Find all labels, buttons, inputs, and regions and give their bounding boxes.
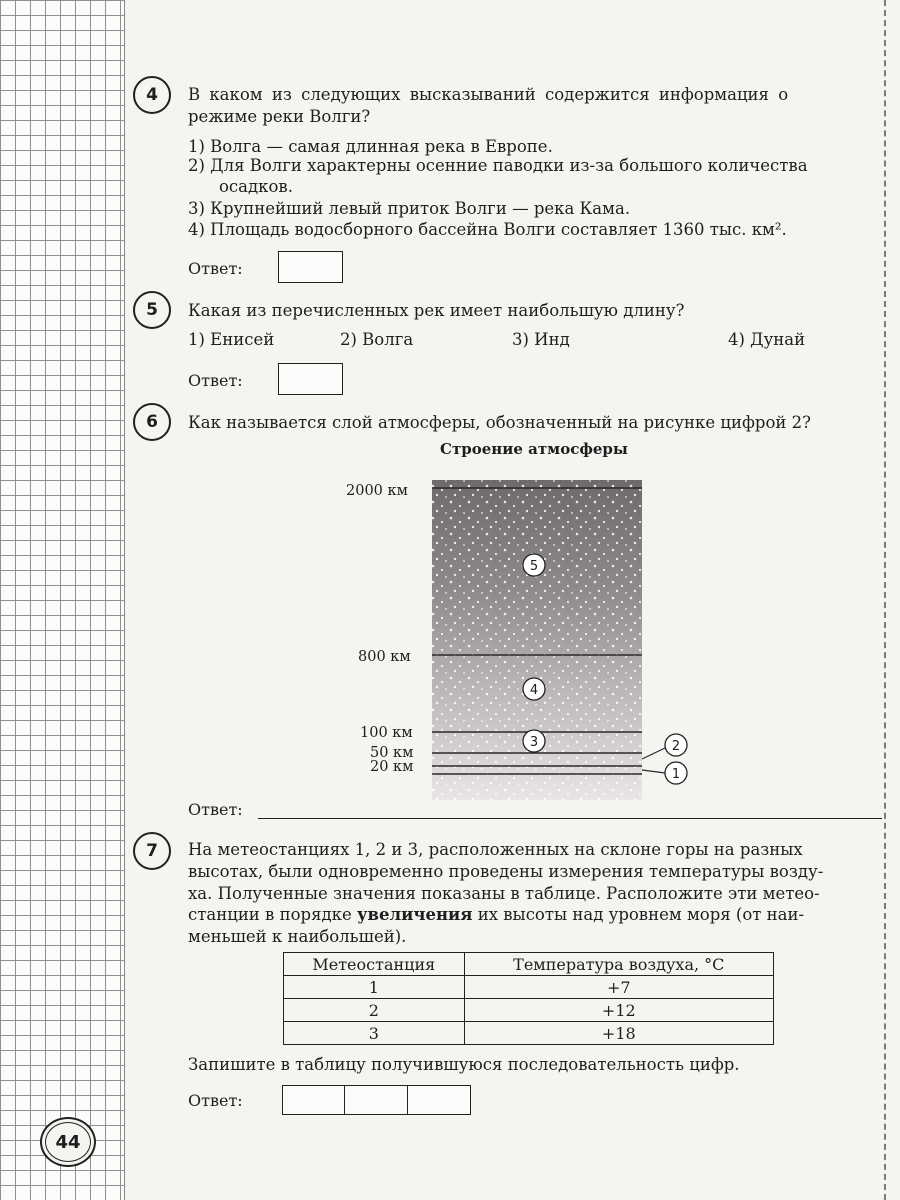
table-row: [284, 1022, 774, 1045]
temperature-table: [283, 952, 774, 1045]
question-4-answer-label: Ответ:: [188, 259, 243, 278]
question-4-option-2: 2) Для Волги характерны осенние паводки из-за большого количества: [188, 156, 808, 175]
question-7-line-3: ха. Полученные значения показаны в таблице. Расположите эти метео-: [188, 884, 820, 903]
question-4-option-3: 3) Крупнейший левый приток Волги — река Кама.: [188, 199, 631, 218]
question-6-text: Как называется слой атмосферы, обозначенный на рисунке цифрой 2?: [188, 413, 811, 432]
question-4-option-4: 4) Площадь водосборного бассейна Волги составляет 1360 тыс. км².: [188, 220, 787, 239]
question-7-number: 7: [133, 832, 171, 870]
table-header-row: [284, 953, 774, 976]
question-4-text-line1: В каком из следующих высказываний содержится информация о: [188, 85, 789, 104]
question-5-option-4: 4) Дунай: [728, 330, 806, 349]
question-7-line-2: высотах, были одновременно проведены измерения температуры возду-: [188, 862, 824, 881]
layer-5-label: 5: [529, 559, 539, 574]
table-cell-temperature: +12: [464, 999, 773, 1022]
question-7-answer-label: Ответ:: [188, 1091, 243, 1110]
label-20km: 20 км: [370, 759, 414, 775]
table-row: [284, 976, 774, 999]
layer-1-pointer: [642, 770, 665, 773]
question-7-instruction: Запишите в таблицу получившуюся последовательность цифр.: [188, 1055, 740, 1074]
table-header-temperature: Температура воздуха, °С: [464, 953, 773, 976]
label-100km: 100 км: [360, 725, 413, 741]
label-50km: 50 км: [370, 745, 414, 761]
table-header-station: Метеостанция: [284, 953, 465, 976]
label-2000km: 2000 км: [346, 483, 408, 499]
question-4-option-2-cont: осадков.: [219, 177, 293, 196]
answer-cell-3[interactable]: [407, 1085, 471, 1115]
layer-2-pointer: [642, 748, 665, 759]
question-4-answer-box[interactable]: [278, 251, 343, 283]
question-4-number: 4: [133, 76, 171, 114]
table-cell-station: 3: [284, 1022, 465, 1045]
question-6-answer-label: Ответ:: [188, 800, 243, 819]
table-cell-temperature: +18: [464, 1022, 773, 1045]
page-number-text: 44: [55, 1131, 81, 1153]
question-6-number: 6: [133, 403, 171, 441]
question-7-emphasis: увеличения: [356, 905, 473, 924]
question-7-answer-cells: [283, 1085, 471, 1115]
question-4-text-line2: режиме реки Волги?: [188, 107, 371, 126]
layer-2-label: 2: [671, 739, 681, 754]
question-7-line-5: меньшей к наибольшей).: [188, 927, 407, 946]
question-5-option-2: 2) Волга: [340, 330, 414, 349]
question-7-line-4: [188, 904, 888, 926]
layer-3-label: 3: [529, 735, 539, 750]
question-7-line-4-end: их высоты над уровнем моря (от наи-: [477, 905, 805, 924]
answer-cell-1[interactable]: [282, 1085, 346, 1115]
label-800km: 800 км: [358, 649, 411, 665]
page-number: [40, 1117, 96, 1167]
question-5-text: Какая из перечисленных рек имеет наибольшую длину?: [188, 301, 685, 320]
table-cell-station: 1: [284, 976, 465, 999]
question-4-option-1: 1) Волга — самая длинная река в Европе.: [188, 137, 553, 156]
layer-4-label: 4: [529, 683, 539, 698]
figure-title: Строение атмосферы: [440, 440, 628, 458]
atmosphere-figure: [340, 435, 700, 805]
question-7-line-4-start: станции в порядке: [188, 905, 352, 924]
question-5-number: 5: [133, 291, 171, 329]
answer-cell-2[interactable]: [344, 1085, 408, 1115]
table-cell-station: 2: [284, 999, 465, 1022]
question-6-answer-line[interactable]: [258, 818, 882, 819]
question-5-answer-label: Ответ:: [188, 371, 243, 390]
question-5-answer-box[interactable]: [278, 363, 343, 395]
layer-1-label: 1: [671, 767, 681, 782]
question-7-line-1: На метеостанциях 1, 2 и 3, расположенных на склоне горы на разных: [188, 840, 803, 859]
question-5-option-3: 3) Инд: [512, 330, 570, 349]
question-5-option-1: 1) Енисей: [188, 330, 275, 349]
table-row: [284, 999, 774, 1022]
graph-paper-margin: [0, 0, 125, 1200]
table-cell-temperature: +7: [464, 976, 773, 999]
cut-line: [884, 0, 886, 1200]
